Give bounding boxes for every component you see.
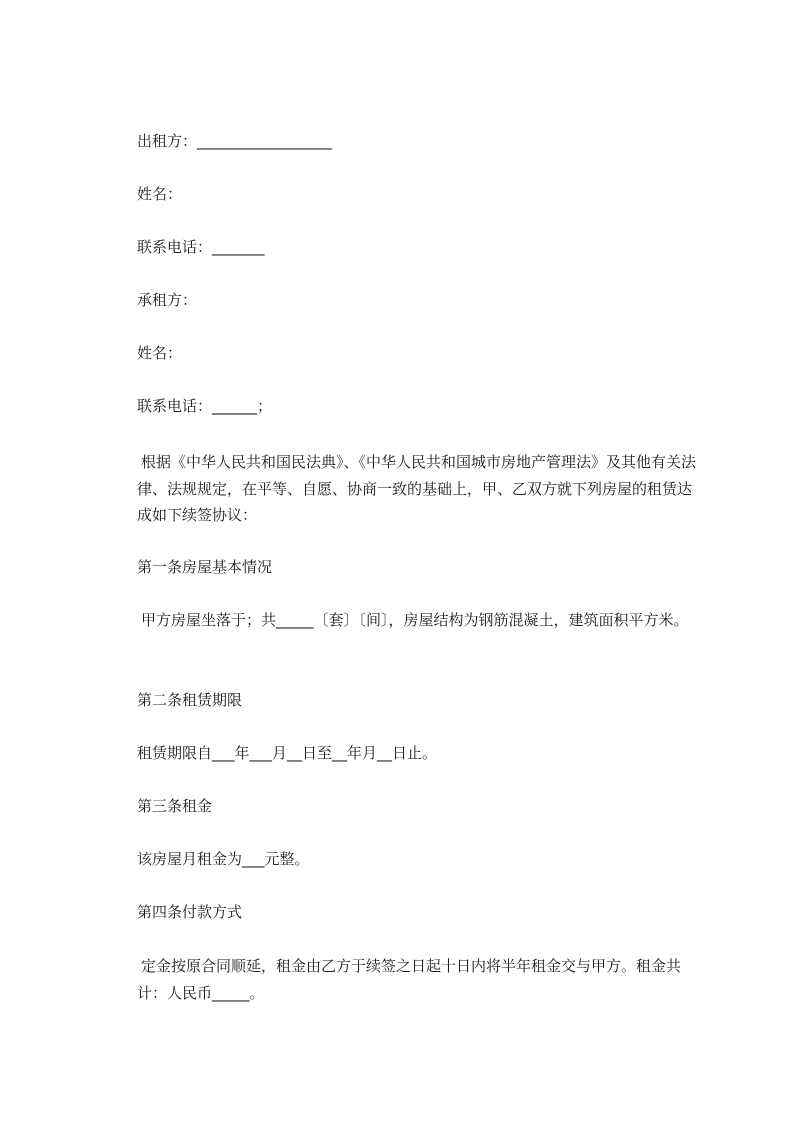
lessee-line: 承租方：: [137, 291, 198, 309]
article-4-body: 定金按原合同顺延，租金由乙方于续签之日起十日内将半年租金交与甲方。租金共计：人民币_____。: [137, 957, 682, 1002]
article-1-body: 甲方房屋坐落于；共_____〔套〕〔间〕，房屋结构为钢筋混凝土，建筑面积平方米。: [141, 611, 689, 629]
article-1-heading: 第一条房屋基本情况: [137, 558, 273, 576]
lessor-line: 出租方：__________________: [137, 132, 333, 150]
lessee-name-line: 姓名：: [137, 344, 183, 362]
intro-paragraph: 根据《中华人民共和国民法典》、《中华人民共和国城市房地产管理法》及其他有关法律、法规规定，在平等、自愿、协商一致的基础上，甲、乙双方就下列房屋的租赁达成如下续签协议：: [137, 453, 697, 524]
article-4-heading: 第四条付款方式: [137, 903, 243, 921]
article-2-heading: 第二条租赁期限: [137, 691, 243, 709]
lessee-phone-line: 联系电话：______；: [137, 397, 273, 415]
lessor-phone-line: 联系电话：_______: [137, 238, 265, 256]
article-2-body: 租赁期限自___年___月__日至__年月__日止。: [137, 744, 438, 762]
article-3-heading: 第三条租金: [137, 797, 213, 815]
article-3-body: 该房屋月租金为___元整。: [137, 850, 310, 868]
lessor-name-line: 姓名：: [137, 185, 183, 203]
